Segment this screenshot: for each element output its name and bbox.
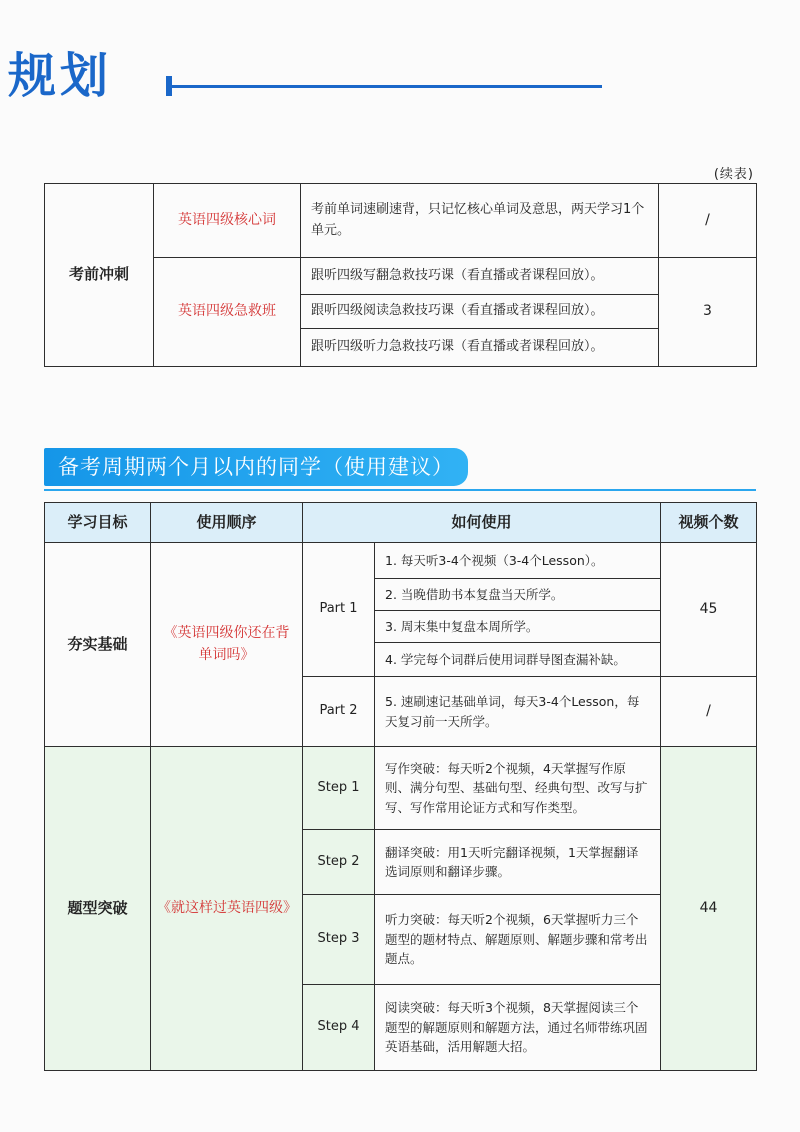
header-count: 视频个数 (661, 503, 757, 543)
detail-cell: 5. 速刷速记基础单词，每天3-4个Lesson，每天复习前一天所学。 (375, 677, 661, 747)
header-goal: 学习目标 (45, 503, 151, 543)
count-cell: / (659, 184, 757, 258)
detail-cell: 写作突破：每天听2个视频，4天掌握写作原则、满分句型、基础句型、经典句型、改写与扩写、写作常用论证方式和写作类型。 (375, 747, 661, 830)
header-how: 如何使用 (303, 503, 661, 543)
part-cell: Part 1 (303, 543, 375, 677)
sprint-table (44, 183, 757, 367)
detail-cell: 翻译突破：用1天听完翻译视频，1天掌握翻译选词原则和翻译步骤。 (375, 830, 661, 895)
detail-cell: 2. 当晚借助书本复盘当天所学。 (375, 579, 661, 611)
step-cell: Step 4 (303, 985, 375, 1071)
goal-cell: 题型突破 (45, 747, 151, 1071)
title-rule (172, 85, 602, 88)
video-count-cell: / (661, 677, 757, 747)
course-cell: 英语四级核心词 (154, 184, 301, 258)
detail-cell: 听力突破：每天听2个视频，6天掌握听力三个题型的题材特点、解题原则、解题步骤和常考出题点。 (375, 895, 661, 985)
table-row (45, 543, 757, 579)
banner-underline (44, 489, 756, 491)
description-cell: 跟听四级阅读急救技巧课（看直播或者课程回放）。 (301, 295, 659, 329)
header-order: 使用顺序 (151, 503, 303, 543)
table-row (45, 184, 757, 258)
step-cell: Step 1 (303, 747, 375, 830)
step-cell: Step 3 (303, 895, 375, 985)
continued-label: (续表) (713, 167, 754, 182)
description-cell: 跟听四级写翻急救技巧课（看直播或者课程回放）。 (301, 258, 659, 295)
course-cell: 英语四级急救班 (154, 258, 301, 367)
video-count-cell: 45 (661, 543, 757, 677)
description-cell: 跟听四级听力急救技巧课（看直播或者课程回放）。 (301, 329, 659, 367)
video-count-cell: 44 (661, 747, 757, 1071)
count-cell: 3 (659, 258, 757, 367)
goal-cell: 夯实基础 (45, 543, 151, 747)
description-cell: 考前单词速刷速背，只记忆核心单词及意思，两天学习1个单元。 (301, 184, 659, 258)
table-header-row (45, 503, 757, 543)
detail-cell: 1. 每天听3-4个视频（3-4个Lesson）。 (375, 543, 661, 579)
plan-table (44, 502, 757, 1071)
book-cell: 《英语四级你还在背单词吗》 (151, 543, 303, 747)
detail-cell: 阅读突破：每天听3个视频，8天掌握阅读三个题型的解题原则和解题方法，通过名师带练巩固英语基础，活用解题大招。 (375, 985, 661, 1071)
page-title: 规划 (8, 48, 113, 104)
book-cell: 《就这样过英语四级》 (151, 747, 303, 1071)
category-cell: 考前冲刺 (45, 184, 154, 367)
part-cell: Part 2 (303, 677, 375, 747)
detail-cell: 4. 学完每个词群后使用词群导图查漏补缺。 (375, 643, 661, 677)
section-banner: 备考周期两个月以内的同学（使用建议） (44, 448, 468, 486)
detail-cell: 3. 周末集中复盘本周所学。 (375, 611, 661, 643)
step-cell: Step 2 (303, 830, 375, 895)
table-row (45, 747, 757, 830)
